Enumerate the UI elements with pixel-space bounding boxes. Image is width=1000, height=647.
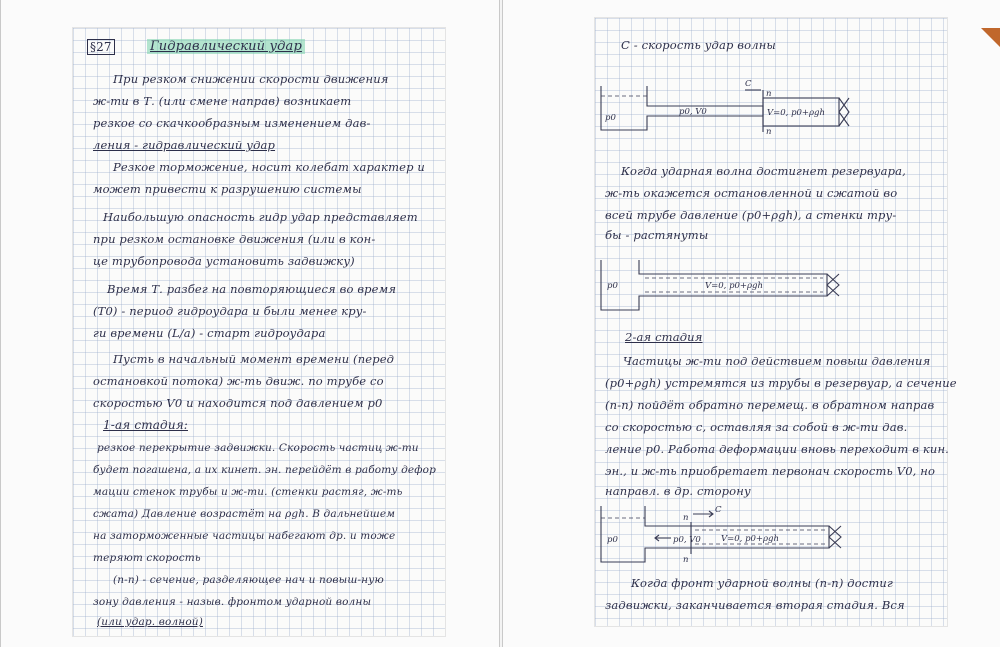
text-line: ж-ти в Т. (или смене направ) возникает [93,94,352,108]
text-line: Наибольшую опасность гидр удар представляет [103,210,418,224]
text-line: це трубопровода установить задвижку) [93,254,355,268]
pipe-diagram-1 [595,68,855,136]
text-line: резкое перекрытие задвижки. Скорость частиц ж-ти [97,442,419,454]
right-page [502,0,1000,647]
text-line: направл. в др. сторону [605,484,751,498]
text-line: скоростью V0 и находится под давлением p0 [93,396,383,410]
text-line: на заторможенные частицы набегают др. и тоже [93,530,396,542]
text-line: С - скорость удар волны [621,38,776,52]
stage-heading: 2-ая стадия [625,330,703,344]
text-line: ления - гидравлический удар [93,138,276,152]
diagram-label: p0 [607,281,618,291]
pipe-diagram-2 [595,254,855,314]
diagram-label: n [766,89,772,99]
text-line: Частицы ж-ти под действием повыш давления [623,354,931,368]
text-line: Пусть в начальный момент времени (перед [113,352,395,366]
text-line: Когда ударная волна достигнет резервуара, [621,164,906,178]
text-line: задвижки, заканчивается вторая стадия. Вся [605,598,905,612]
text-line: сжата) Давление возрастёт на ρgh. В дальнейшем [93,508,396,520]
text-line: ж-ть окажется остановленной и сжатой во [605,186,898,200]
text-line: может привести к разрушению системы [93,182,362,196]
section-title: Гидравлический удар [147,39,305,54]
diagram-label: n [766,127,772,137]
text-line: Время Т. разбег на повторяющиеся во время [107,282,397,296]
text-line: (n-n) - сечение, разделяющее нач и повыш-ную [113,574,384,586]
pipe-diagram-3 [595,498,855,568]
diagram-label: V=0, p0+ρgh [767,108,825,118]
text-line: ление p0. Работа деформации вновь переходит в кин. [605,442,949,456]
text-line: (T0) - период гидроудара и были менее кру- [93,304,367,318]
diagram-label: V=0, p0+ρgh [705,281,763,291]
text-line: всей трубе давление (p0+ρgh), а стенки тру- [605,208,897,222]
text-line: при резком остановке движения (или в кон- [93,232,376,246]
text-line: со скоростью с, оставляя за собой в ж-ти дав. [605,420,908,434]
text-line: мации стенок трубы и ж-ти. (стенки растяг, ж-ть [93,486,403,498]
text-line: (или удар. волной) [97,616,203,628]
diagram-label: n [683,555,689,565]
stage-heading: 1-ая стадия: [103,418,188,432]
text-line: эн., и ж-ть приобретает первонач скорость V0, но [605,464,936,478]
section-number: §27 [87,40,115,54]
text-line: теряют скорость [93,552,201,564]
text-line: Резкое торможение, носит колебат характер и [113,160,425,174]
text-line: (n-n) пойдёт обратно перемещ. в обратном направ [605,398,935,412]
diagram-label: p0 [605,113,616,123]
text-line: При резком снижении скорости движения [113,72,389,86]
text-line: ги времени (L/a) - старт гидроудара [93,326,326,340]
text-line: бы - растянуты [605,228,709,242]
diagram-label: p0, V0 [679,107,707,117]
diagram-label: V=0, p0+ρgh [721,534,779,544]
diagram-label: n [683,513,689,523]
text-line: зону давления - назыв. фронтом ударной волны [93,596,372,608]
text-line: Когда фронт ударной волны (n-n) достиг [631,576,893,590]
text-line: (p0+ρgh) устремятся из трубы в резервуар, а сечение [605,376,957,390]
diagram-label: p0 [607,535,618,545]
diagram-label: C [745,79,752,89]
diagram-label: C [715,505,722,515]
text-line: будет погашена, а их кинет. эн. перейдёт в работу дефор [93,464,436,476]
text-line: остановкой потока) ж-ть движ. по трубе со [93,374,384,388]
diagram-label: p0, V0 [673,535,701,545]
page-corner-tab [981,28,1000,48]
text-line: резкое со скачкообразным изменением дав- [93,116,371,130]
